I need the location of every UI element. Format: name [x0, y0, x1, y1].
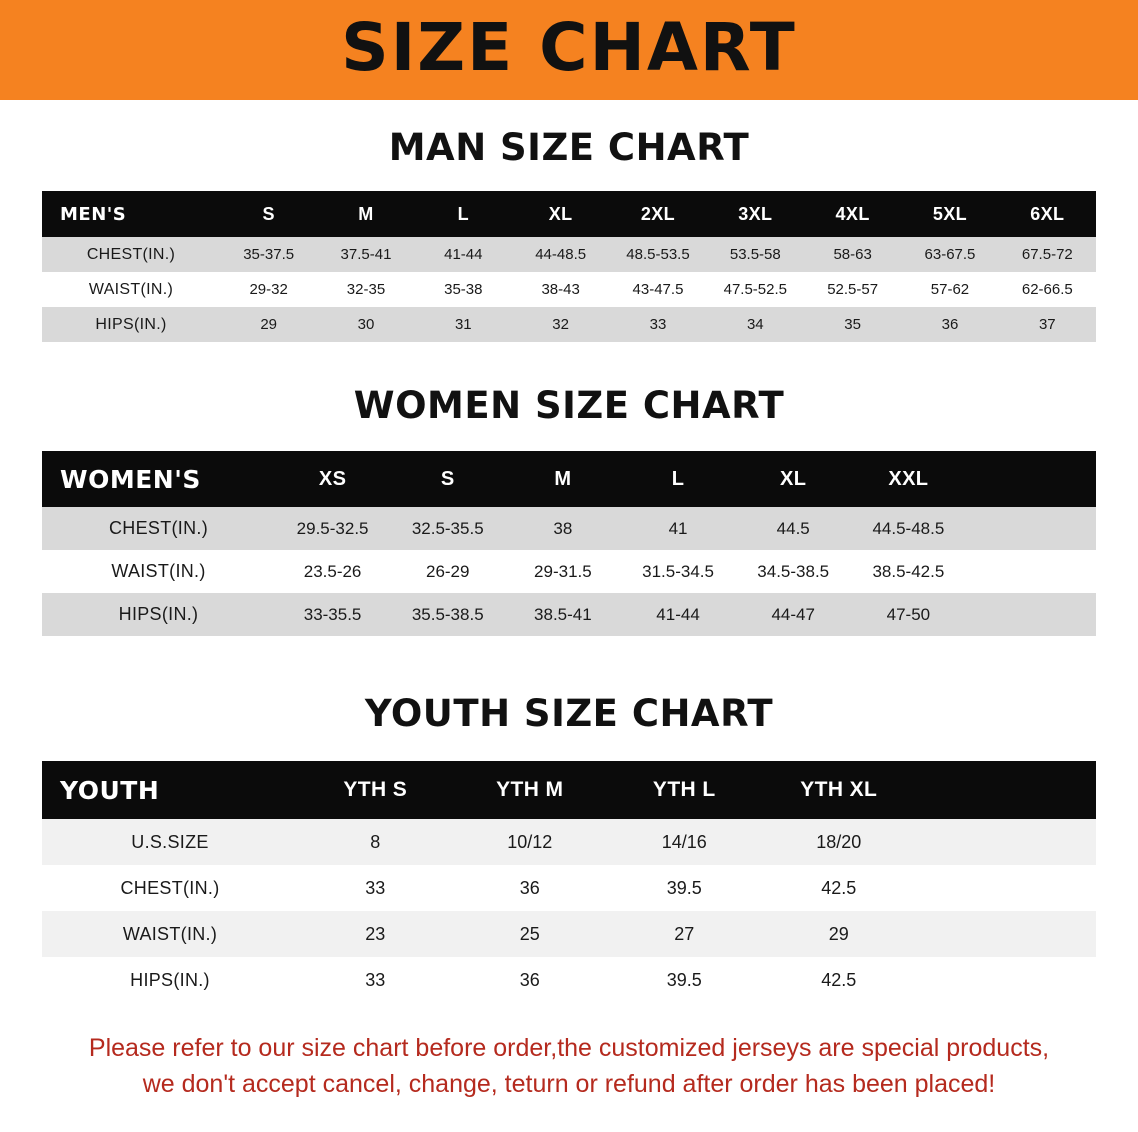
women-cell: 38	[505, 507, 620, 550]
youth-table-body	[42, 819, 1096, 1003]
table-row	[42, 819, 1096, 865]
women-column-header: XS	[318, 467, 347, 490]
youth-cell: 8	[298, 819, 453, 865]
youth-table-head	[42, 761, 1096, 819]
youth-cell: 33	[298, 957, 453, 1003]
man-cell: 33	[609, 307, 706, 342]
man-column-header: XL	[548, 203, 573, 224]
women-column-header: XL	[780, 467, 807, 490]
youth-cell-empty	[916, 819, 1096, 865]
women-section-heading: WOMEN SIZE CHART	[353, 384, 785, 427]
women-cell: 29.5-32.5	[275, 507, 390, 550]
man-row-label: WAIST(IN.)	[42, 272, 220, 307]
table-row	[42, 307, 1096, 342]
table-row	[42, 865, 1096, 911]
youth-cell: 23	[298, 911, 453, 957]
women-cell: 47-50	[851, 593, 966, 636]
women-cell: 33-35.5	[275, 593, 390, 636]
man-column-header: S	[262, 203, 275, 224]
women-size-table	[42, 451, 1096, 636]
women-column-header: M	[554, 467, 572, 490]
table-row	[42, 593, 1096, 636]
man-cell: 35	[804, 307, 901, 342]
table-row	[42, 957, 1096, 1003]
women-cell: 29-31.5	[505, 550, 620, 593]
man-cell: 44-48.5	[512, 237, 609, 272]
man-cell: 48.5-53.5	[609, 237, 706, 272]
women-cell: 32.5-35.5	[390, 507, 505, 550]
youth-column-header: YTH M	[496, 778, 564, 801]
youth-cell: 27	[607, 911, 762, 957]
man-column-header: 5XL	[932, 203, 968, 224]
man-cell: 29-32	[220, 272, 317, 307]
man-cell: 43-47.5	[609, 272, 706, 307]
footer-note-line-2: we don't accept cancel, change, teturn or refund after order has been placed!	[142, 1069, 996, 1098]
youth-table-wrap	[42, 761, 1096, 1003]
man-column-header: 3XL	[738, 203, 773, 224]
page-title: SIZE CHART	[341, 9, 797, 86]
women-cell: 41-44	[620, 593, 735, 636]
table-row	[42, 272, 1096, 307]
women-cell: 44.5	[736, 507, 851, 550]
man-cell: 52.5-57	[804, 272, 901, 307]
women-row-label: WAIST(IN.)	[42, 550, 275, 593]
youth-cell: 33	[298, 865, 453, 911]
man-column-header: L	[457, 203, 470, 224]
youth-cell: 39.5	[607, 865, 762, 911]
women-row-label: HIPS(IN.)	[42, 593, 275, 636]
youth-cell: 42.5	[762, 957, 917, 1003]
women-column-header: S	[440, 467, 455, 490]
women-cell: 38.5-42.5	[851, 550, 966, 593]
table-row	[42, 550, 1096, 593]
women-table-head	[42, 451, 1096, 507]
youth-cell: 36	[453, 957, 608, 1003]
man-column-header: 4XL	[835, 203, 870, 224]
man-cell: 47.5-52.5	[707, 272, 804, 307]
women-cell: 26-29	[390, 550, 505, 593]
man-table-body	[42, 237, 1096, 342]
footer-note	[36, 1031, 1102, 1102]
women-cell-empty	[966, 550, 1096, 593]
man-cell: 31	[415, 307, 512, 342]
women-cell: 31.5-34.5	[620, 550, 735, 593]
man-column-header: M	[358, 203, 374, 224]
man-cell: 35-38	[415, 272, 512, 307]
youth-column-header: YTH L	[652, 778, 716, 801]
man-row-label: HIPS(IN.)	[42, 307, 220, 342]
youth-row-label: U.S.SIZE	[42, 819, 298, 865]
youth-size-table	[42, 761, 1096, 1003]
youth-header-spacer	[916, 761, 1096, 819]
women-column-header: XXL	[888, 467, 929, 490]
man-column-header: 2XL	[640, 203, 676, 224]
women-header-corner: WOMEN'S	[60, 464, 201, 494]
women-cell: 41	[620, 507, 735, 550]
man-cell: 38-43	[512, 272, 609, 307]
table-header-row	[42, 191, 1096, 237]
youth-cell: 14/16	[607, 819, 762, 865]
women-cell: 23.5-26	[275, 550, 390, 593]
youth-cell: 18/20	[762, 819, 917, 865]
women-cell: 44-47	[736, 593, 851, 636]
man-size-table	[42, 191, 1096, 342]
youth-section-heading: YOUTH SIZE CHART	[364, 692, 774, 735]
youth-cell: 36	[453, 865, 608, 911]
youth-header-corner: YOUTH	[60, 775, 160, 805]
women-cell: 35.5-38.5	[390, 593, 505, 636]
women-header-spacer	[966, 451, 1096, 507]
man-cell: 32-35	[317, 272, 414, 307]
man-cell: 30	[317, 307, 414, 342]
man-cell: 57-62	[901, 272, 998, 307]
table-row	[42, 507, 1096, 550]
women-row-label: CHEST(IN.)	[42, 507, 275, 550]
table-row	[42, 237, 1096, 272]
youth-cell: 25	[453, 911, 608, 957]
women-cell: 34.5-38.5	[736, 550, 851, 593]
man-cell: 37.5-41	[317, 237, 414, 272]
man-cell: 41-44	[415, 237, 512, 272]
youth-column-header: YTH S	[343, 778, 408, 801]
man-cell: 37	[999, 307, 1096, 342]
youth-row-label: WAIST(IN.)	[42, 911, 298, 957]
man-cell: 58-63	[804, 237, 901, 272]
women-column-header: L	[671, 467, 685, 490]
table-header-row	[42, 761, 1096, 819]
man-cell: 32	[512, 307, 609, 342]
man-cell: 53.5-58	[707, 237, 804, 272]
man-cell: 35-37.5	[220, 237, 317, 272]
man-header-corner: MEN'S	[60, 203, 127, 225]
table-row	[42, 911, 1096, 957]
youth-cell: 39.5	[607, 957, 762, 1003]
man-cell: 34	[707, 307, 804, 342]
youth-cell: 10/12	[453, 819, 608, 865]
man-section-heading: MAN SIZE CHART	[388, 126, 750, 169]
man-cell: 36	[901, 307, 998, 342]
youth-cell-empty	[916, 865, 1096, 911]
women-table-wrap	[42, 451, 1096, 636]
man-row-label: CHEST(IN.)	[42, 237, 220, 272]
man-cell: 63-67.5	[901, 237, 998, 272]
women-cell: 44.5-48.5	[851, 507, 966, 550]
youth-column-header: YTH XL	[800, 778, 878, 801]
youth-cell: 29	[762, 911, 917, 957]
banner	[0, 0, 1138, 100]
man-table-wrap	[42, 191, 1096, 342]
man-cell: 29	[220, 307, 317, 342]
man-column-header: 6XL	[1030, 203, 1065, 224]
man-cell: 62-66.5	[999, 272, 1096, 307]
man-table-head	[42, 191, 1096, 237]
youth-cell: 42.5	[762, 865, 917, 911]
youth-row-label: CHEST(IN.)	[42, 865, 298, 911]
women-cell-empty	[966, 507, 1096, 550]
man-cell: 67.5-72	[999, 237, 1096, 272]
women-table-body	[42, 507, 1096, 636]
women-cell-empty	[966, 593, 1096, 636]
women-cell: 38.5-41	[505, 593, 620, 636]
youth-row-label: HIPS(IN.)	[42, 957, 298, 1003]
youth-cell-empty	[916, 911, 1096, 957]
youth-cell-empty	[916, 957, 1096, 1003]
footer-note-line-1: Please refer to our size chart before order,the customized jerseys are special products,	[88, 1034, 1050, 1062]
table-header-row	[42, 451, 1096, 507]
